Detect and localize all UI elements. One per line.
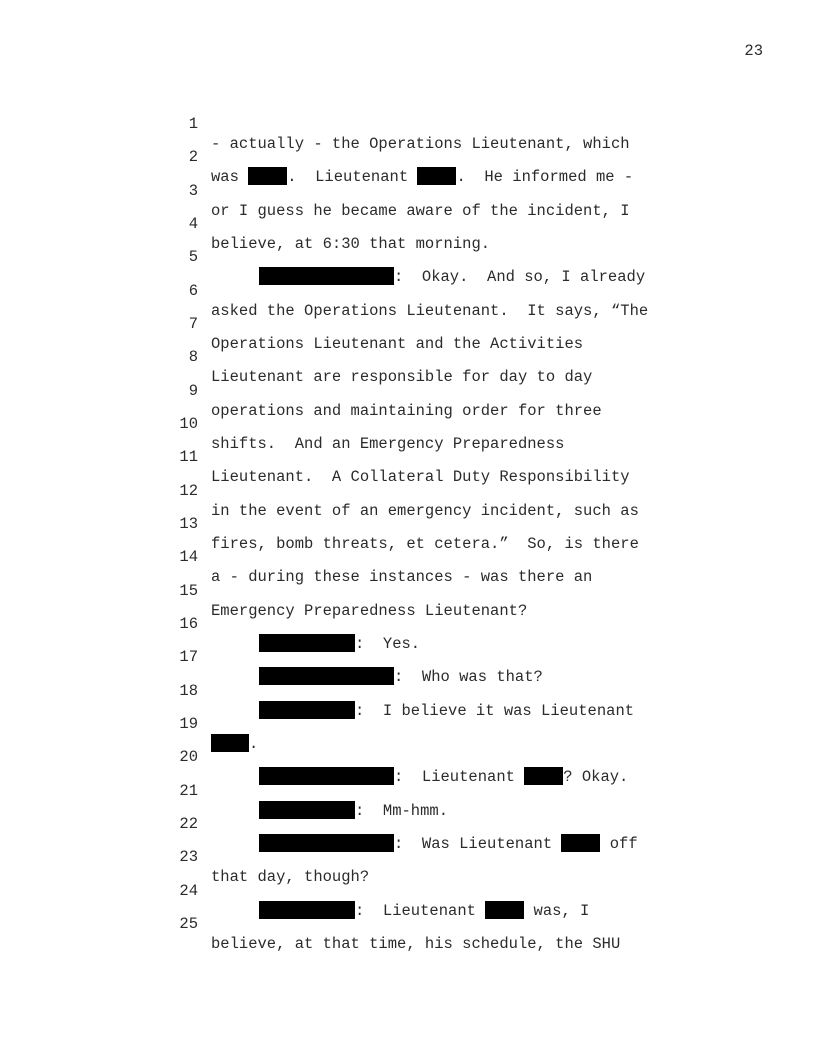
text-segment: : Mm-hmm. — [355, 802, 449, 820]
text-segment: ? Okay. — [563, 768, 629, 786]
transcript-line — [0, 694, 259, 753]
line-text: asked the Operations Lieutenant. It says, “The — [211, 302, 649, 320]
text-segment: was, I — [524, 902, 590, 920]
line-text: in the event of an emergency incident, such as — [211, 502, 639, 520]
line-number: 9 — [188, 382, 198, 400]
speaker-redaction — [259, 667, 394, 685]
line-text — [211, 701, 634, 721]
speaker-redaction — [259, 267, 394, 285]
text-segment: : Who was that? — [394, 668, 543, 686]
text-segment: was — [211, 168, 249, 186]
speaker-redaction — [259, 801, 355, 819]
line-number: 6 — [188, 282, 198, 300]
redaction-box — [248, 167, 287, 185]
line-number: 17 — [179, 648, 198, 666]
text-segment: : Okay. And so, I already — [394, 268, 646, 286]
line-text: - actually - the Operations Lieutenant, which — [211, 135, 630, 153]
redaction-box — [417, 167, 456, 185]
line-text — [211, 834, 638, 854]
line-text — [211, 801, 448, 821]
line-text: Lieutenant are responsible for day to day — [211, 368, 593, 386]
line-text — [211, 167, 633, 187]
line-number: 13 — [179, 515, 198, 533]
line-text — [211, 667, 543, 687]
text-segment: . — [249, 735, 259, 753]
text-segment: : Lieutenant — [394, 768, 525, 786]
line-number: 22 — [179, 815, 198, 833]
line-number: 18 — [179, 682, 198, 700]
text-segment: : Was Lieutenant — [394, 835, 562, 853]
line-text: operations and maintaining order for three — [211, 402, 602, 420]
line-number: 19 — [179, 715, 198, 733]
line-number: 14 — [179, 548, 198, 566]
text-segment: : Lieutenant — [355, 902, 486, 920]
line-text — [211, 901, 589, 921]
speaker-redaction — [259, 834, 394, 852]
transcript-line — [0, 827, 370, 886]
line-number: 7 — [188, 315, 198, 333]
text-segment: off — [600, 835, 638, 853]
page-number: 23 — [744, 42, 763, 60]
transcript-line — [0, 761, 449, 820]
line-number: 11 — [179, 448, 198, 466]
line-number: 21 — [179, 782, 198, 800]
line-text — [211, 734, 258, 754]
line-text: Emergency Preparedness Lieutenant? — [211, 602, 528, 620]
speaker-redaction — [259, 767, 394, 785]
line-text: believe, at that time, his schedule, the SHU — [211, 935, 621, 953]
line-number: 12 — [179, 482, 198, 500]
line-text: believe, at 6:30 that morning. — [211, 235, 491, 253]
line-number: 2 — [188, 148, 198, 166]
line-number: 3 — [188, 182, 198, 200]
redaction-box — [211, 734, 249, 752]
text-segment: . He informed me - — [456, 168, 634, 186]
text-segment: : I believe it was Lieutenant — [355, 702, 635, 720]
speaker-redaction — [259, 634, 355, 652]
line-number: 5 — [188, 248, 198, 266]
line-text: Operations Lieutenant and the Activities — [211, 335, 584, 353]
line-number: 16 — [179, 615, 198, 633]
transcript-line — [0, 94, 630, 153]
line-number: 8 — [188, 348, 198, 366]
redaction-box — [485, 901, 524, 919]
line-number: 23 — [179, 848, 198, 866]
text-segment: . Lieutenant — [287, 168, 418, 186]
line-text — [211, 767, 628, 787]
speaker-redaction — [259, 701, 355, 719]
line-number: 15 — [179, 582, 198, 600]
line-text: fires, bomb threats, et cetera.” So, is there — [211, 535, 639, 553]
line-number: 1 — [188, 115, 198, 133]
line-text: Lieutenant. A Collateral Duty Responsibility — [211, 468, 630, 486]
line-text: that day, though? — [211, 868, 370, 886]
line-number: 10 — [179, 415, 198, 433]
line-number: 24 — [179, 882, 198, 900]
redaction-box — [561, 834, 600, 852]
line-text — [211, 267, 645, 287]
line-number: 25 — [179, 915, 198, 933]
line-text: a - during these instances - was there an — [211, 568, 593, 586]
line-text: shifts. And an Emergency Preparedness — [211, 435, 565, 453]
line-number: 20 — [179, 748, 198, 766]
redaction-box — [524, 767, 563, 785]
line-text: or I guess he became aware of the incident, I — [211, 202, 630, 220]
line-text — [211, 634, 420, 654]
text-segment: : Yes. — [355, 635, 421, 653]
line-number: 4 — [188, 215, 198, 233]
transcript-line — [0, 727, 629, 786]
speaker-redaction — [259, 901, 355, 919]
